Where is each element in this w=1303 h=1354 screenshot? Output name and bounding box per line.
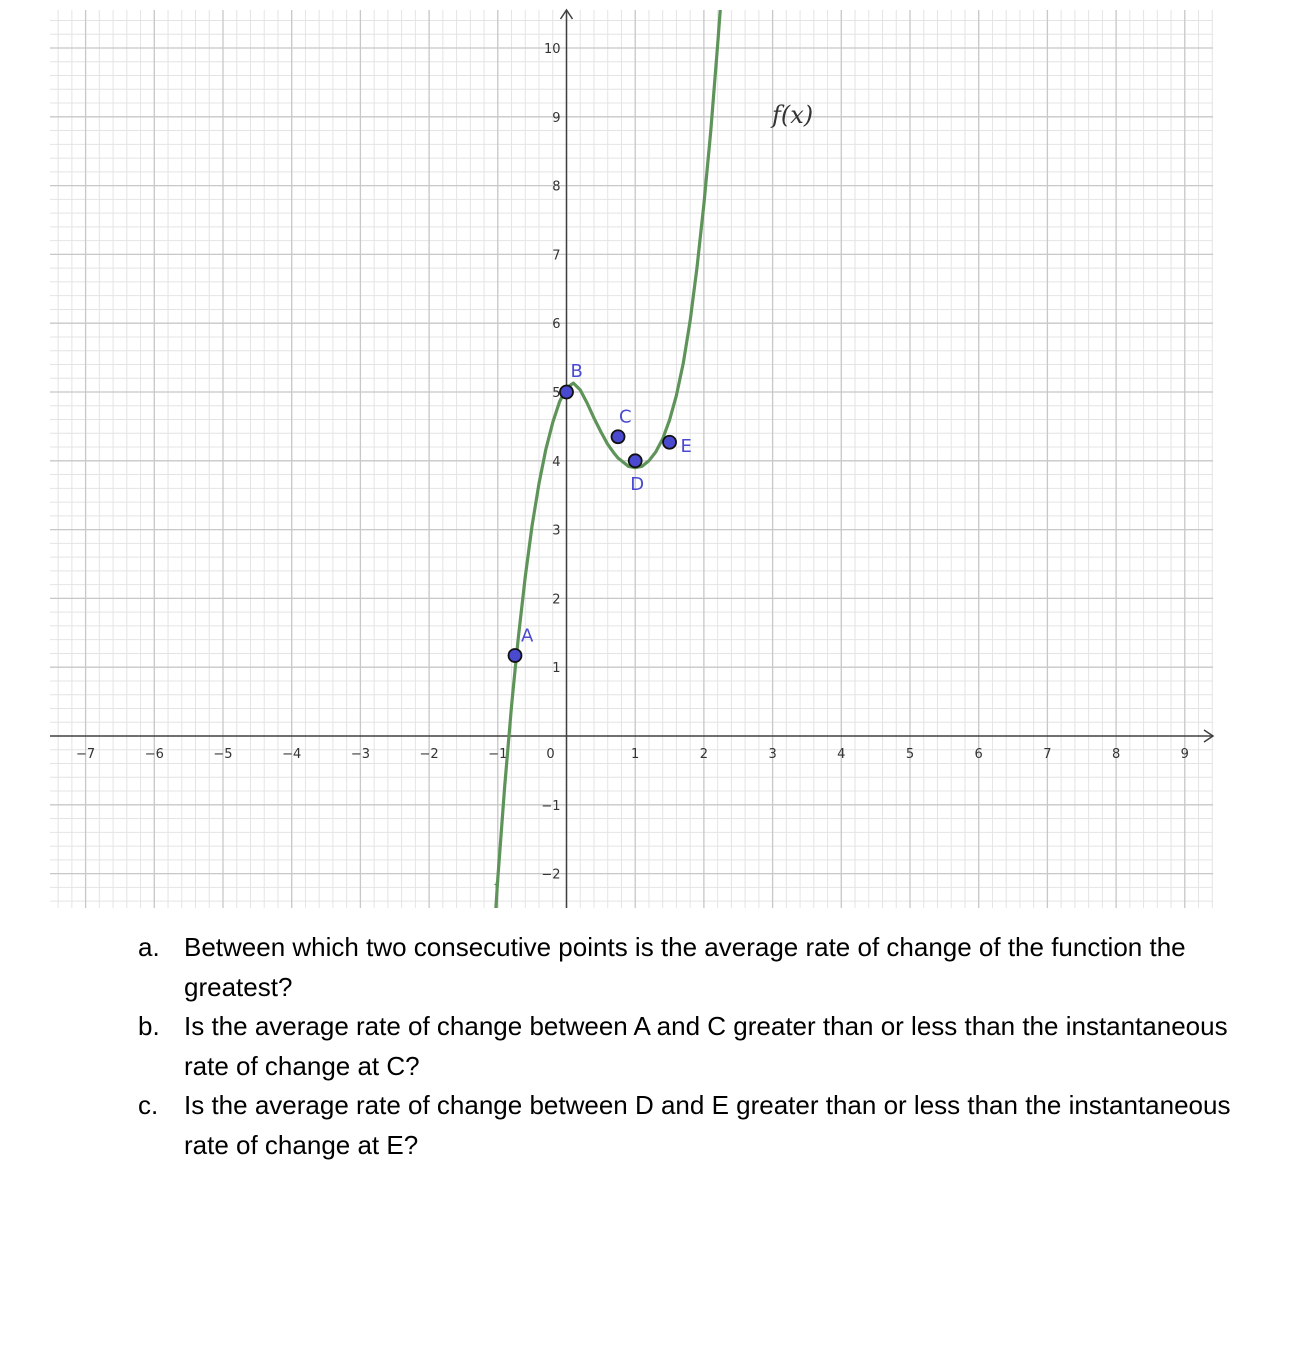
- y-tick-label: 2: [552, 592, 561, 608]
- question-b: [138, 1007, 1238, 1086]
- y-tick-label: 8: [552, 179, 561, 195]
- point-label-e: E: [680, 436, 692, 458]
- question-marker: b.: [138, 1011, 160, 1041]
- point-d: [629, 454, 642, 467]
- question-text: Is the average rate of change between A and C greater than or less than the instantaneous rate of change at C?: [184, 1011, 1228, 1081]
- x-tick-label: −1: [488, 747, 508, 762]
- y-tick-label: 4: [552, 454, 561, 470]
- y-tick-label: −2: [541, 867, 561, 883]
- question-marker: a.: [138, 932, 160, 962]
- y-tick-label: 3: [552, 523, 561, 539]
- x-tick-label: −6: [144, 747, 164, 762]
- x-tick-label: 1: [631, 747, 640, 762]
- point-label-c: C: [619, 406, 632, 428]
- question-text: Is the average rate of change between D and E greater than or less than the instantaneous rate of change at E?: [184, 1090, 1231, 1160]
- y-tick-label: 5: [552, 386, 561, 401]
- x-tick-label: −3: [350, 747, 370, 762]
- question-text: Between which two consecutive points is the average rate of change of the function the greatest?: [184, 932, 1186, 1002]
- x-tick-label: −2: [419, 747, 439, 762]
- x-tick-label: 5: [905, 747, 915, 762]
- y-tick-label: 10: [543, 42, 561, 57]
- x-tick-label: −7: [76, 747, 96, 762]
- x-tick-label: 3: [768, 747, 777, 762]
- x-tick-label: −5: [213, 747, 233, 762]
- question-list: [138, 928, 1238, 1165]
- point-c: [612, 430, 625, 443]
- x-tick-label: 8: [1111, 747, 1121, 762]
- y-tick-label: 9: [552, 110, 561, 126]
- y-tick-label: 6: [552, 317, 561, 333]
- x-tick-label: 7: [1043, 747, 1052, 762]
- point-e: [663, 436, 676, 449]
- question-a: [138, 928, 1238, 1007]
- x-tick-label: 9: [1180, 747, 1189, 762]
- x-tick-label: 4: [837, 747, 846, 762]
- function-label: f(x): [772, 101, 814, 129]
- point-label-a: A: [520, 625, 534, 647]
- y-tick-label: −1: [541, 798, 561, 814]
- point-label-d: D: [630, 473, 645, 495]
- y-tick-label: 1: [552, 661, 561, 677]
- question-marker: c.: [138, 1090, 159, 1120]
- point-a: [508, 649, 521, 662]
- x-tick-label: −4: [282, 747, 302, 762]
- curve-name-label: f: [494, 880, 499, 896]
- x-tick-label: 0: [546, 747, 555, 762]
- point-label-b: B: [570, 361, 583, 382]
- y-tick-label: 7: [552, 248, 561, 264]
- x-tick-label: 6: [974, 747, 983, 762]
- x-tick-label: 2: [699, 747, 709, 762]
- question-c: [138, 1086, 1238, 1165]
- point-b: [560, 386, 573, 399]
